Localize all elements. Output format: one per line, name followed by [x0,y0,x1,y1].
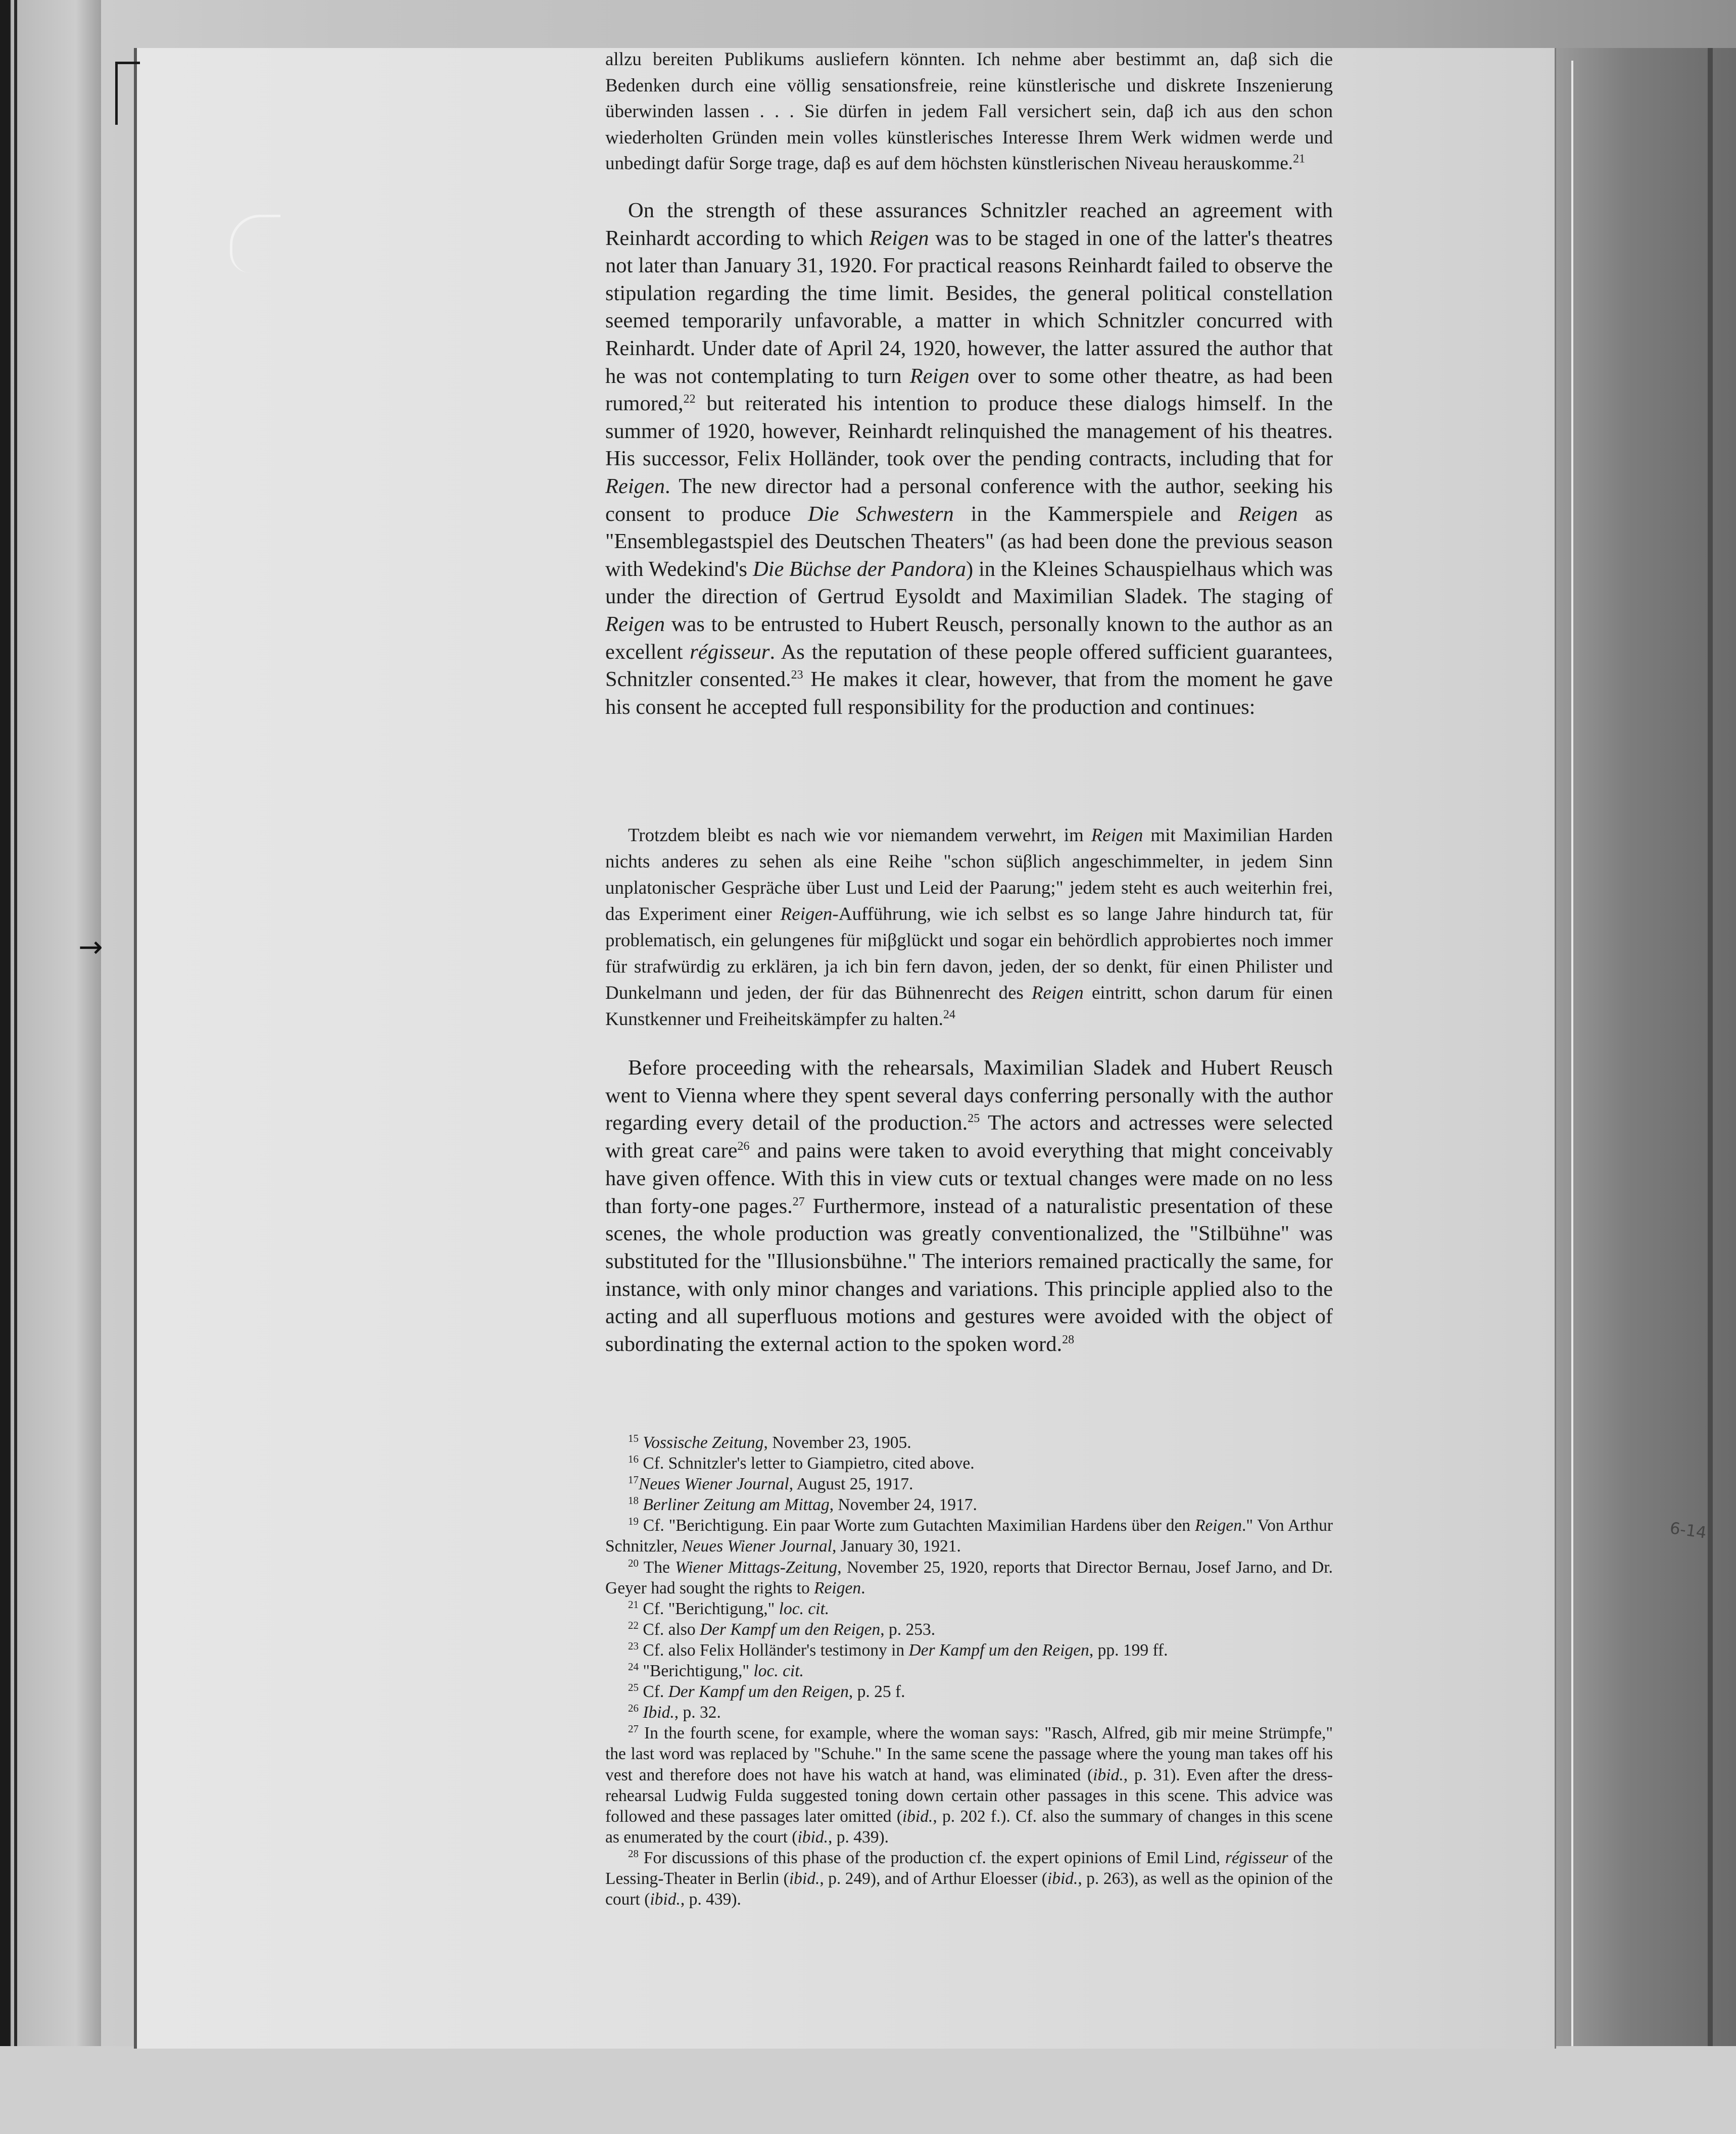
right-frame-edge [1708,48,1713,2049]
footnote-ref: 28 [1062,1333,1075,1346]
paragraph: Before proceeding with the rehearsals, Maximilian Sladek and Hubert Reusch went to Vienna where they spent several days conferring personally with the author regarding every detail of the production.$^{25}$ The actors and actresses were selected with great care$^{26}$ and pains were taken to avoid everything that might conceivably have given offence. With this in view cuts or textual changes were made on no less than forty-one pages.$^{27}$ Furthermore, instead of a naturalistic presentation of these scenes, the whole production was greatly conventionalized, the "Stilbühne" was substituted for the "Illusionsbühne." The interiors remained practically the same, for instance, with only minor changes and variations. This principle applied also to the acting and all superfluous motions and gestures were avoided with the object of subordinating the external action to the spoken word.$^{28}$ [605,1056,1333,1356]
corner-crop-mark [115,62,140,125]
footnote-ref: 26 [737,1139,750,1153]
right-frame-line [1571,61,1573,2046]
footnote-27: $^{27}$ In the fourth scene, for example, where the woman says: "Rasch, Alfred, gib mir meine Strümpfe," the last word was replaced by "Schuhe." In the same scene the passage where the young man takes off his vest and therefore does not have his watch at hand, was eliminated (ibid., p. 31). Even after the dress-rehearsal Ludwig Fulda suggested toning down certain other passages in this scene. This advice was followed and these passages later omitted (ibid., p. 202 f.). Cf. also the summary of changes in this scene as enumerated by the court (ibid., p. 439). [605,1723,1333,1847]
footnote-15: $^{15}$ Vossische Zeitung, November 23, 1905. [628,1432,911,1452]
footnote-28: $^{28}$ For discussions of this phase of the production cf. the expert opinions of Emil Lind, régisseur of the Lessing-Theater in Berlin (ibid., p. 249), and of Arthur Eloesser (ibid., p. 263), as well as the opinion of the court (ibid., p. 439). [605,1847,1333,1909]
quote-continuation [605,46,1333,177]
footnote-19: $^{19}$ Cf. "Berichtigung. Ein paar Worte zum Gutachten Maximilian Hardens über den Reigen." Von Arthur Schnitzler, Neues Wiener Journal, January 30, 1921. [605,1515,1333,1556]
paragraph: On the strength of these assurances Schnitzler reached an agreement with Reinhardt according to which Reigen was to be staged in one of the latter's theatres not later than January 31, 1920. For practical reasons Reinhardt failed to observe the stipulation regarding the time limit. Besides, the general political constellation seemed temporarily unfavorable, a matter in which Schnitzler concurred with Reinhardt. Under date of April 24, 1920, however, the latter assured the author that he was not contemplating to turn Reigen over to some other theatre, as had been rumored,$^{22}$ but reiterated his intention to produce these dialogs himself. In the summer of 1920, however, Reinhardt relinquished the management of his theatres. His successor, Felix Holländer, took over the pending contracts, including that for Reigen. The new director had a personal conference with the author, seeking his consent to produce Die Schwestern in the Kammerspiele and Reigen as "Ensemblegastspiel des Deutschen Theaters" (as had been done the previous season with Wedekind's Die Büchse der Pandora) in the Kleines Schauspielhaus which was under the direction of Gertrud Eysoldt and Maximilian Sladek. The staging of Reigen was to be entrusted to Hubert Reusch, personally known to the author as an excellent régisseur. As the reputation of these people offered sufficient guarantees, Schnitzler consented.$^{23}$ He makes it clear, however, that from the moment he gave his consent he accepted full responsibility for the production and continues: [605,199,1333,719]
body-paragraph-1 [605,197,1333,721]
arrow-mark-icon: → [78,930,103,964]
footnote-21: $^{21}$ Cf. "Berichtigung," loc. cit. [628,1598,830,1618]
footnote-25: $^{25}$ Cf. Der Kampf um den Reigen, p. 25 f. [628,1681,905,1702]
footnote-ref: 25 [968,1112,980,1126]
footnote-ref: 21 [1293,153,1306,166]
footnote-22: $^{22}$ Cf. also Der Kampf um den Reigen, p. 253. [628,1619,936,1639]
footnote-16: $^{16}$ Cf. Schnitzler's letter to Giampietro, cited above. [628,1452,975,1473]
margin-note: 6-14 [1668,1518,1708,1542]
footnote-ref: 27 [792,1195,805,1208]
body-paragraph-2 [605,1054,1333,1359]
footnote-ref: 23 [791,668,803,682]
footnote-26: $^{26}$ Ibid., p. 32. [628,1702,721,1722]
footnote-23: $^{23}$ Cf. also Felix Holländer's testimony in Der Kampf um den Reigen, pp. 199 ff. [628,1639,1168,1660]
footnote-20: $^{20}$ The Wiener Mittags-Zeitung, November 25, 1920, reports that Director Bernau, Josef Jarno, and Dr. Geyer had sought the rights to Reigen. [605,1557,1333,1597]
footnote-ref: 22 [683,393,696,406]
footnote-18: $^{18}$ Berliner Zeitung am Mittag, November 24, 1917. [628,1494,977,1515]
quote-continuation-paragraph: allzu bereiten Publikums ausliefern könnten. Ich nehme aber bestimmt an, daβ sich die Bedenken durch eine völlig sensationsfreie, reine künstlerische und diskrete Inszenierung überwinden lassen . . . Sie dürfen in jedem Fall versichert sein, daβ ich aus den schon wiederholten Gründen mein volles künstlerisches Interesse Ihrem Werk widmen werde und unbedingt dafür Sorge trage, daβ es auf dem höchsten künstlerischen Niveau herauskomme.$^{21}$ [605,49,1333,174]
quote-paragraph: Trotzdem bleibt es nach wie vor niemandem verwehrt, im Reigen mit Maximilian Harden nichts anderes zu sehen als eine Reihe "schon süβlich angeschimmelter, in jedem Sinn unplatonischer Gespräche über Lust und Leid der Paarung;" jedem steht es auch weiterhin frei, das Experiment einer Reigen-Aufführung, wie ich selbst es so lange Jahre hindurch tat, für problematisch, ein gelungenes für miβglückt und sogar ein behördlich approbiertes noch immer für strafwürdig zu erklären, ja ich bin fern davon, jeden, der so denkt, für einen Philister und Dunkelmann und jeden, der für das Bühnenrecht des Reigen eintritt, schon darum für einen Kunstkenner und Freiheitskämpfer zu halten.$^{24}$ [605,825,1333,1030]
bottom-frame [0,2046,1736,2134]
block-quote [605,822,1333,1033]
footnote-17: $^{17}$Neues Wiener Journal, August 25, 1917. [628,1474,913,1494]
left-binding-line [14,0,17,2134]
footnote-24: $^{24}$ "Berichtigung," loc. cit. [628,1660,804,1681]
footnote-ref: 24 [943,1008,955,1022]
footnotes [605,1432,1333,1910]
